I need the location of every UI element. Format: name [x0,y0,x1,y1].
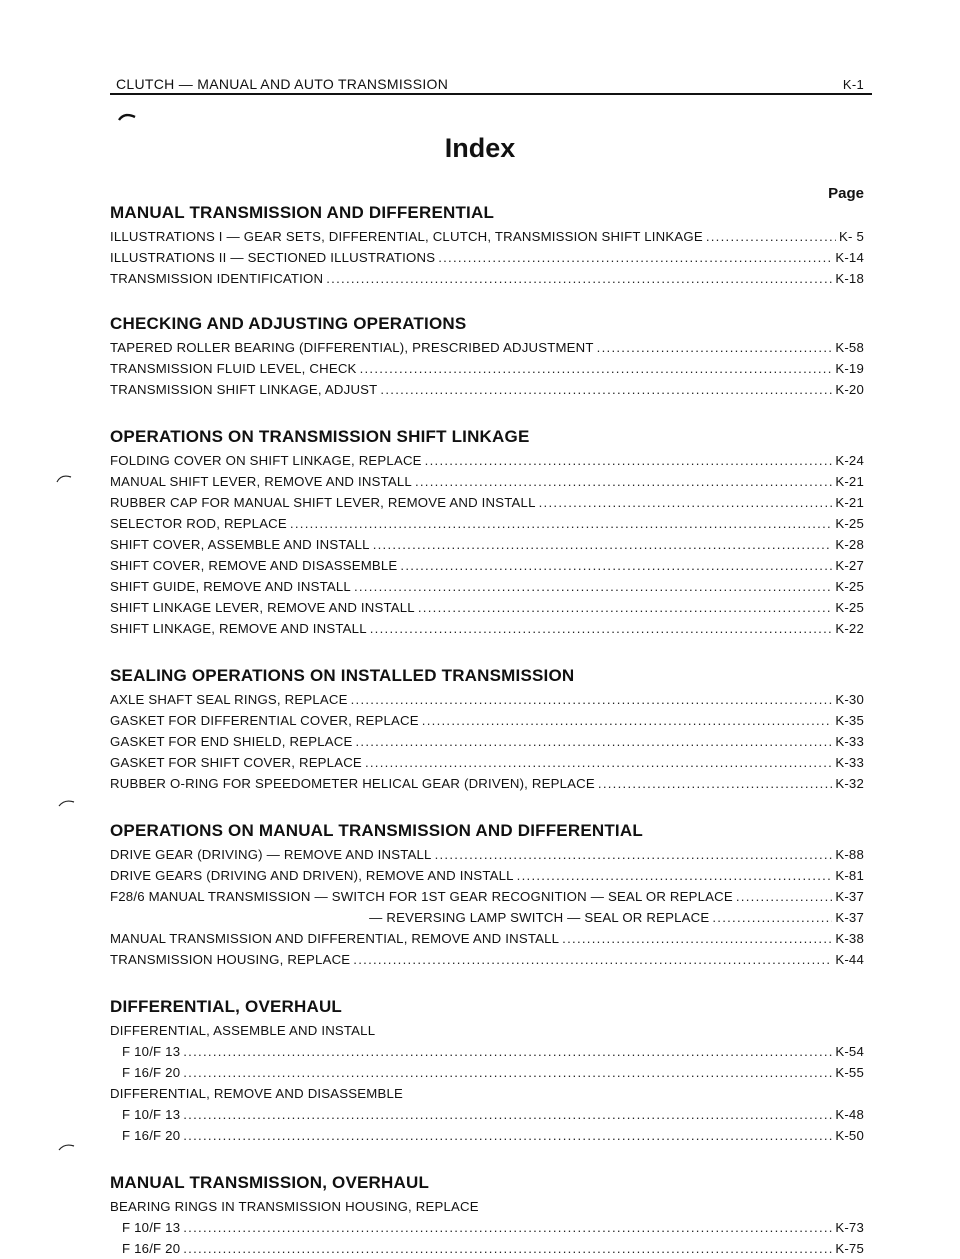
toc-entry [110,752,864,773]
dot-leader [351,689,833,710]
toc-section [110,994,864,1146]
toc-entry-label: TRANSMISSION IDENTIFICATION [110,271,324,286]
page-title: Index [444,133,516,163]
toc-entry [110,226,864,247]
toc-entry [110,1217,864,1238]
section-title: OPERATIONS ON MANUAL TRANSMISSION AND DIFFERENTIAL [110,821,643,840]
toc-entry [110,618,864,639]
toc-entry-page: K-35 [835,713,864,728]
dot-leader [517,865,833,886]
dot-leader [435,844,833,865]
toc-entry-page: K-30 [835,692,864,707]
toc-entry-page: K-33 [835,755,864,770]
toc-entry-label: SHIFT LINKAGE LEVER, REMOVE AND INSTALL [110,600,415,615]
header-title: CLUTCH — MANUAL AND AUTO TRANSMISSION [116,76,449,92]
toc-entry-label: DIFFERENTIAL, REMOVE AND DISASSEMBLE [110,1086,403,1101]
toc-entry-label: AXLE SHAFT SEAL RINGS, REPLACE [110,692,348,707]
toc-entry-page: K-38 [835,931,864,946]
toc-entry-label: SHIFT COVER, REMOVE AND DISASSEMBLE [110,558,398,573]
section-title: OPERATIONS ON TRANSMISSION SHIFT LINKAGE [110,427,530,446]
toc-entry-label: TRANSMISSION FLUID LEVEL, CHECK [110,361,357,376]
toc-entry-page: K-24 [835,453,864,468]
toc-entry-label: MANUAL TRANSMISSION AND DIFFERENTIAL, REMOVE AND INSTALL [110,931,560,946]
toc-entry-label: FOLDING COVER ON SHIFT LINKAGE, REPLACE [110,453,422,468]
toc-entry [110,268,864,289]
toc-entry-page: K-44 [835,952,864,967]
page-column-label: Page [828,185,864,202]
toc-entry-page: K-32 [835,776,864,791]
section-title: SEALING OPERATIONS ON INSTALLED TRANSMISSION [110,666,575,685]
dot-leader [183,1041,832,1062]
dot-leader [415,471,832,492]
toc-entry [110,865,864,886]
toc-entry [110,471,864,492]
dot-leader [706,226,836,247]
dot-leader [418,597,832,618]
dot-leader [425,450,833,471]
toc-entry-page: K-48 [835,1107,864,1122]
toc-entry-label: F 10/F 13 [122,1044,181,1059]
toc-entry-label: DRIVE GEAR (DRIVING) — REMOVE AND INSTALL [110,847,432,862]
dot-leader [183,1125,832,1146]
toc-entry-page: K-27 [835,558,864,573]
toc-section [110,424,864,639]
toc-entry-page: K-75 [835,1241,864,1256]
toc-entry-label: DRIVE GEARS (DRIVING AND DRIVEN), REMOVE AND INSTALL [110,868,514,883]
toc-entry-label: TRANSMISSION HOUSING, REPLACE [110,952,351,967]
toc-entry-page: K-22 [835,621,864,636]
toc-entry-label: MANUAL SHIFT LEVER, REMOVE AND INSTALL [110,474,412,489]
toc-entry-label: SHIFT LINKAGE, REMOVE AND INSTALL [110,621,367,636]
toc-entry-label: RUBBER O-RING FOR SPEEDOMETER HELICAL GEAR (DRIVEN), REPLACE [110,776,595,791]
margin-mark [118,112,136,122]
toc-entry-label: F 16/F 20 [122,1065,181,1080]
toc-entry-label: — REVERSING LAMP SWITCH — SEAL OR REPLACE [369,910,710,925]
toc-entry-page: K-19 [835,361,864,376]
toc-entry-page: K-18 [835,271,864,286]
section-title: MANUAL TRANSMISSION, OVERHAUL [110,1173,430,1192]
dot-leader [380,379,832,400]
toc-entry-label: SELECTOR ROD, REPLACE [110,516,287,531]
toc-entry [110,247,864,268]
toc-entry-label: BEARING RINGS IN TRANSMISSION HOUSING, REPLACE [110,1199,479,1214]
toc-entry-page: K-37 [835,889,864,904]
toc-section [110,1170,864,1259]
section-title: MANUAL TRANSMISSION AND DIFFERENTIAL [110,203,495,222]
dot-leader [183,1062,832,1083]
toc-entry [110,576,864,597]
dot-leader [597,337,833,358]
dot-leader [365,752,832,773]
toc-entry [110,886,864,907]
toc-entry [110,710,864,731]
toc-entry [110,907,864,928]
toc-entry [110,928,864,949]
dot-leader [326,268,832,289]
toc-section [110,663,864,794]
toc-entry-page: K-81 [835,868,864,883]
toc-entry-label: GASKET FOR DIFFERENTIAL COVER, REPLACE [110,713,419,728]
toc-section [110,200,864,289]
dot-leader [438,247,832,268]
toc-entry [110,358,864,379]
toc-entry-label: F28/6 MANUAL TRANSMISSION — SWITCH FOR 1ST GEAR RECOGNITION — SEAL OR REPLACE [110,889,733,904]
toc-entry-page: K- 5 [839,229,864,244]
dot-leader [598,773,832,794]
toc-entry-label: TRANSMISSION SHIFT LINKAGE, ADJUST [110,382,378,397]
toc-entry [110,1020,864,1041]
header-rule [110,93,872,95]
dot-leader [360,358,833,379]
dot-leader [562,928,832,949]
section-title: DIFFERENTIAL, OVERHAUL [110,997,343,1016]
toc-entry [110,379,864,400]
toc-entry [110,1083,864,1104]
dot-leader [183,1217,832,1238]
toc-entry-label: DIFFERENTIAL, ASSEMBLE AND INSTALL [110,1023,376,1038]
toc-entry [110,844,864,865]
toc-entry [110,1062,864,1083]
dot-leader [370,618,833,639]
toc-entry-page: K-21 [835,495,864,510]
toc-entry-label: ILLUSTRATIONS I — GEAR SETS, DIFFERENTIAL, CLUTCH, TRANSMISSION SHIFT LINKAGE [110,229,703,244]
dot-leader [712,907,832,928]
toc-entry-label: SHIFT COVER, ASSEMBLE AND INSTALL [110,537,370,552]
toc-entry-label: ILLUSTRATIONS II — SECTIONED ILLUSTRATIONS [110,250,436,265]
dot-leader [353,949,832,970]
toc-entry-label: GASKET FOR END SHIELD, REPLACE [110,734,353,749]
toc-entry [110,597,864,618]
toc-entry [110,1238,864,1259]
toc-entry-label: SHIFT GUIDE, REMOVE AND INSTALL [110,579,351,594]
dot-leader [539,492,833,513]
toc-entry [110,534,864,555]
margin-mark [58,1142,76,1152]
toc-entry-page: K-33 [835,734,864,749]
toc-entry [110,949,864,970]
toc-entry-label: F 16/F 20 [122,1128,181,1143]
toc-entry-page: K-37 [835,910,864,925]
dot-leader [355,731,832,752]
toc-entry [110,513,864,534]
toc-entry-page: K-58 [835,340,864,355]
toc-entry [110,337,864,358]
toc-entry-page: K-14 [835,250,864,265]
toc-entry [110,555,864,576]
toc-entry [110,450,864,471]
section-title: CHECKING AND ADJUSTING OPERATIONS [110,314,467,333]
toc-entry-page: K-25 [835,579,864,594]
toc-entry-label: F 16/F 20 [122,1241,181,1256]
toc-entry-label: F 10/F 13 [122,1220,181,1235]
margin-mark [58,798,76,808]
toc-entry [110,1104,864,1125]
toc-entry [110,689,864,710]
toc-entry [110,492,864,513]
toc-entry-label: RUBBER CAP FOR MANUAL SHIFT LEVER, REMOVE AND INSTALL [110,495,536,510]
toc-entry-label: GASKET FOR SHIFT COVER, REPLACE [110,755,362,770]
toc-entry-page: K-55 [835,1065,864,1080]
toc-entry [110,731,864,752]
toc-entry-page: K-21 [835,474,864,489]
dot-leader [183,1238,832,1259]
dot-leader [373,534,833,555]
dot-leader [354,576,832,597]
toc-entry-page: K-25 [835,600,864,615]
margin-mark [56,474,74,484]
table-of-contents [110,200,864,1259]
dot-leader [422,710,833,731]
toc-entry [110,1196,864,1217]
toc-entry-page: K-28 [835,537,864,552]
toc-entry-label: TAPERED ROLLER BEARING (DIFFERENTIAL), PRESCRIBED ADJUSTMENT [110,340,594,355]
dot-leader [736,886,832,907]
toc-entry-label: F 10/F 13 [122,1107,181,1122]
dot-leader [183,1104,832,1125]
toc-entry-page: K-73 [835,1220,864,1235]
dot-leader [290,513,832,534]
toc-section [110,818,864,970]
dot-leader [400,555,832,576]
toc-entry-page: K-20 [835,382,864,397]
toc-entry-page: K-88 [835,847,864,862]
toc-entry [110,1125,864,1146]
toc-entry-page: K-25 [835,516,864,531]
toc-entry [110,773,864,794]
toc-section [110,311,864,400]
toc-entry-page: K-54 [835,1044,864,1059]
header-page-number: K-1 [842,77,864,92]
toc-entry-page: K-50 [835,1128,864,1143]
toc-entry [110,1041,864,1062]
